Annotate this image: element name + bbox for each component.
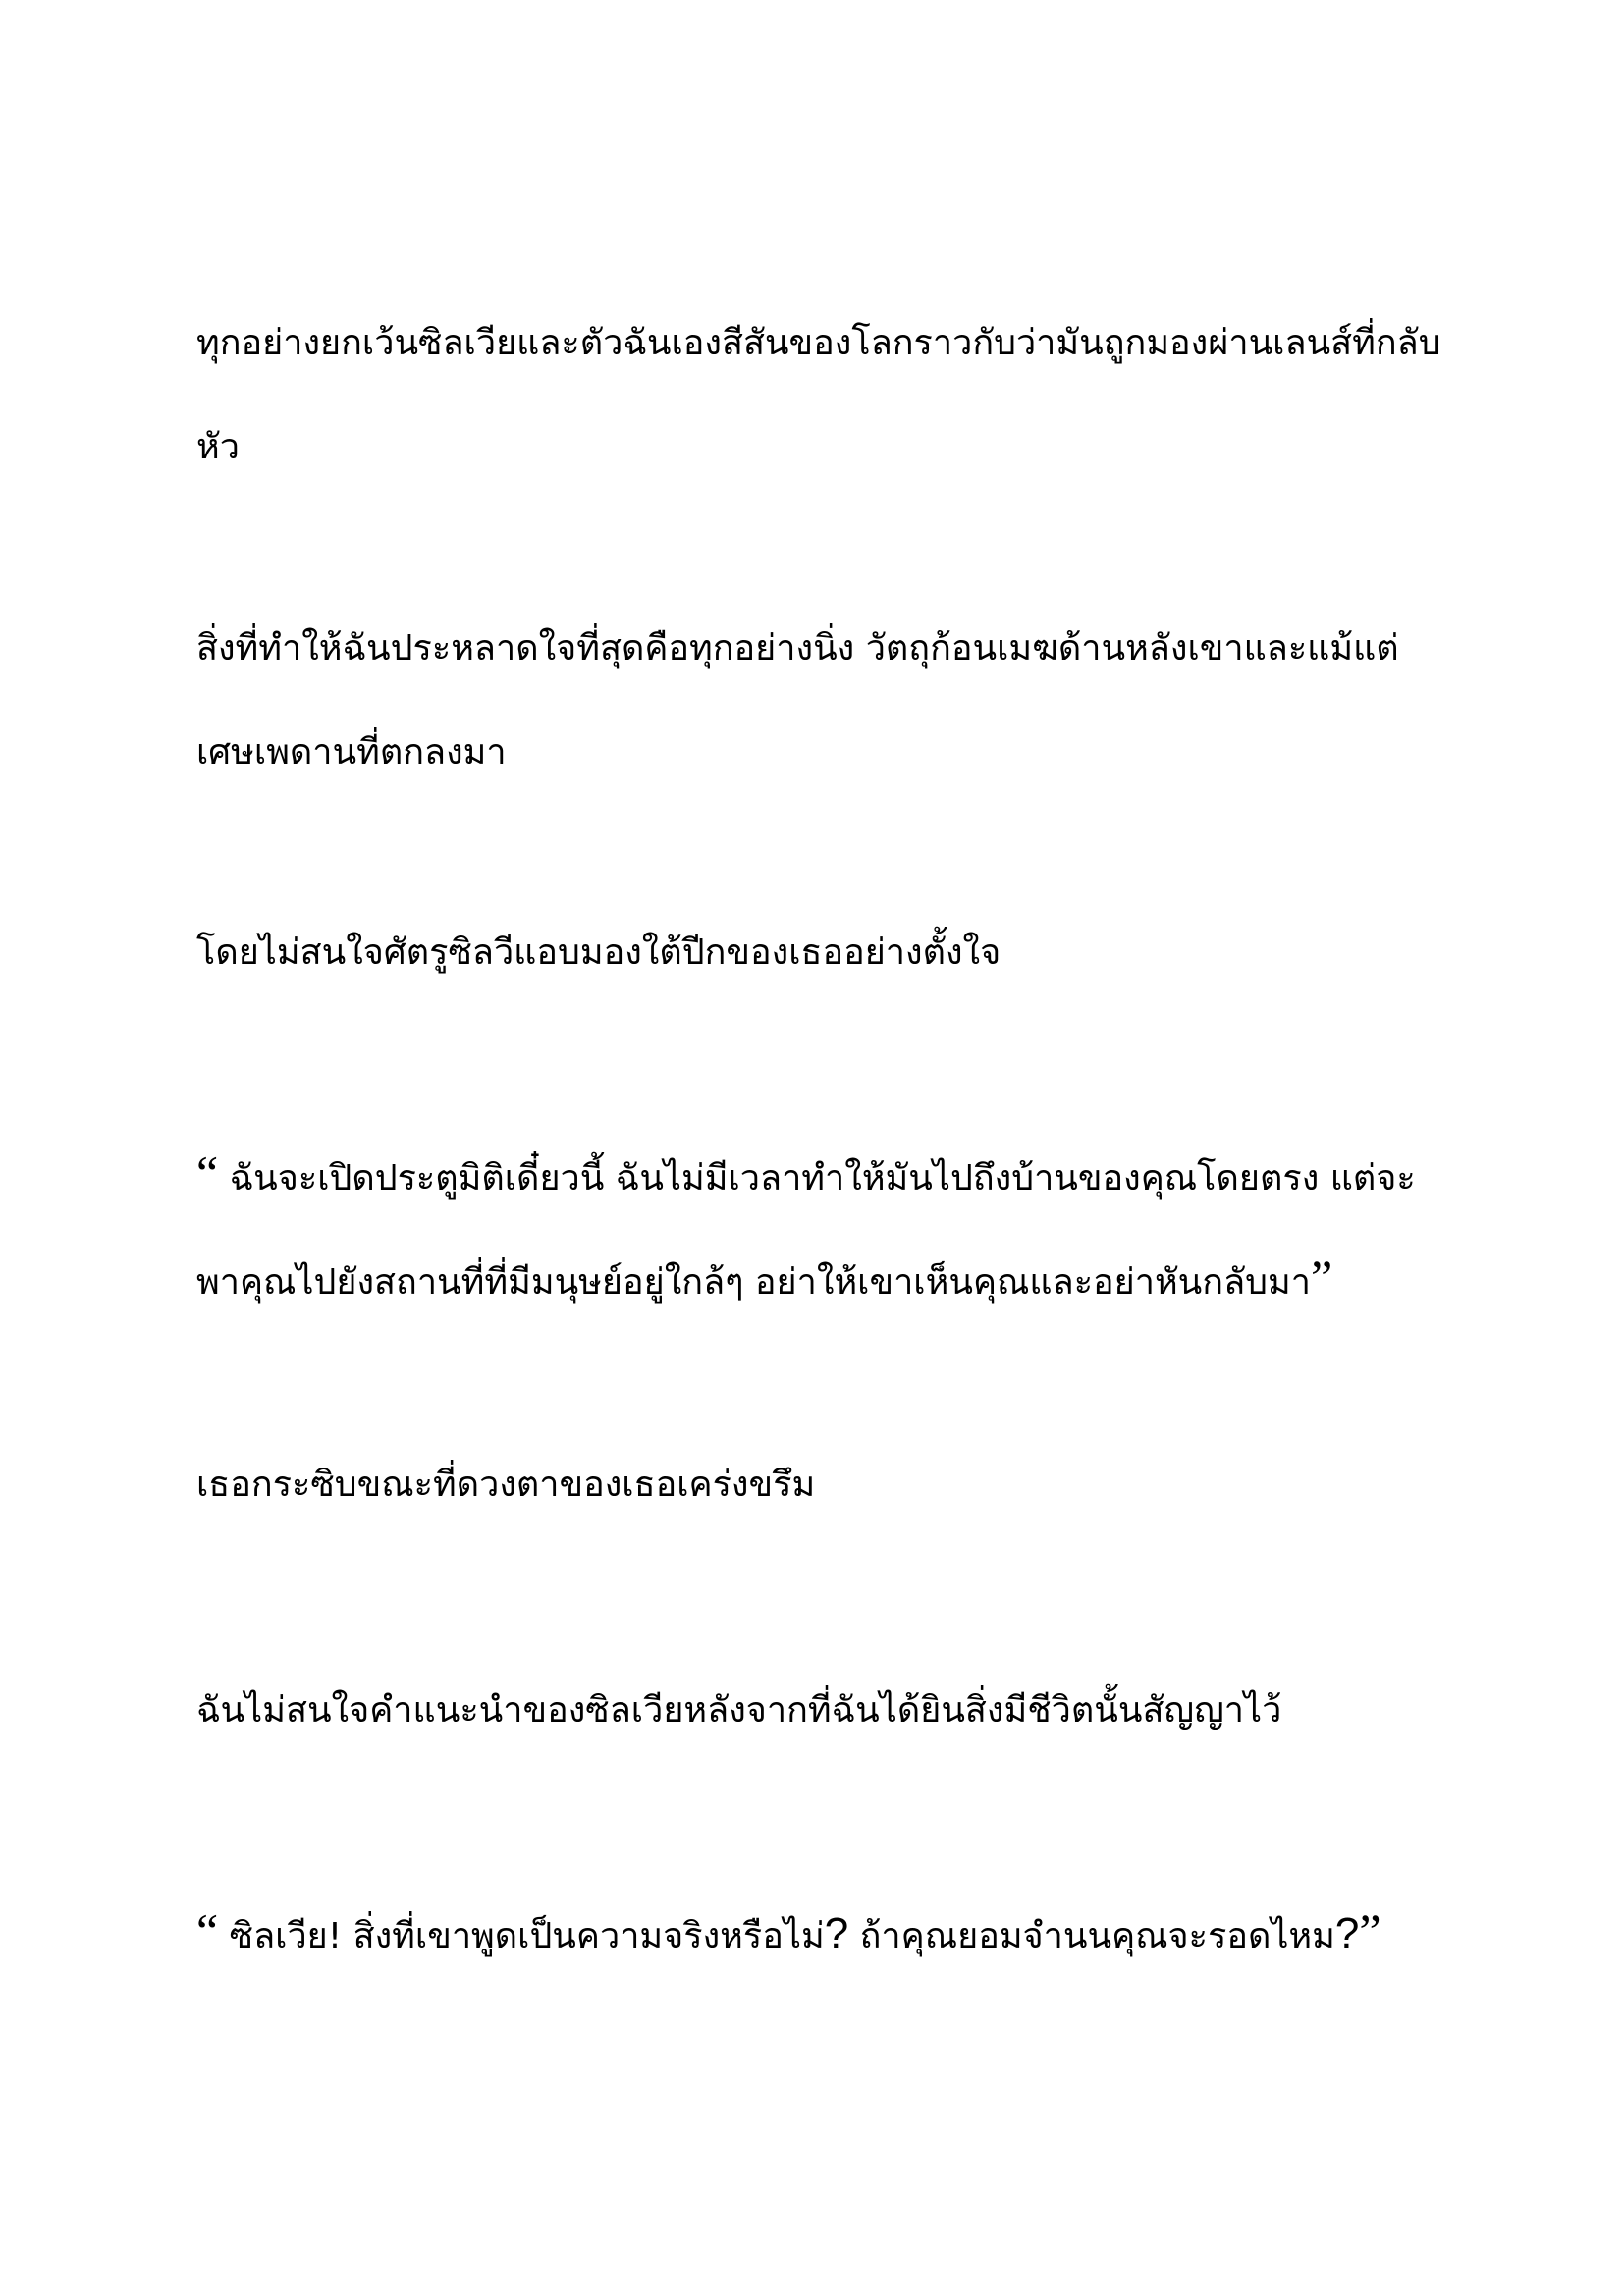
dialogue-text: ถ้าคุณยอมจำนนคุณจะรอดไหม (848, 1916, 1335, 1956)
text-line (196, 1127, 1453, 1231)
paragraph-1 (196, 292, 1453, 500)
text-line: สิ่งที่ทำให้ฉันประหลาดใจที่สุดคือทุกอย่างนิ่ง วัตถุก้อนเมฆด้านหลังเขาและแม้แต่ (196, 628, 1399, 668)
dialogue-text: พาคุณไปยังสถานที่ที่มีมนุษย์อยู่ใกล้ๆ อย่าให้เขาเห็นคุณและอย่าหันกลับมา (196, 1262, 1311, 1303)
paragraph-3 (196, 901, 1453, 1005)
open-quote: “ (196, 1146, 219, 1201)
text-line: เศษเพดานที่ตกลงมา (196, 732, 507, 773)
text-line: ทุกอย่างยกเว้นซิลเวียและตัวฉันเองสีสันของโลกราวกับว่ามันถูกมองผ่านเลนส์ที่กลับ (196, 323, 1441, 363)
paragraph-5 (196, 1433, 1453, 1537)
paragraph-7-dialogue (196, 1885, 1453, 1989)
paragraph-2 (196, 597, 1453, 805)
text-line: ฉันไม่สนใจคำแนะนำของซิลเวียหลังจากที่ฉันได้ยินสิ่งมีชีวิตนั้นสัญญาไว้ (196, 1690, 1282, 1731)
text-line (196, 1885, 1453, 1989)
question-mark: ? (824, 1909, 849, 1957)
paragraph-6 (196, 1659, 1453, 1763)
text-line (196, 1231, 1453, 1335)
dialogue-text: ฉันจะเปิดประตูมิติเดี๋ยวนี้ ฉันไม่มีเวลาทำให้มันไปถึงบ้านของคุณโดยตรง แต่จะ (218, 1158, 1416, 1199)
paragraph-4-dialogue (196, 1127, 1453, 1335)
text-line: หัว (196, 427, 240, 467)
dialogue-text: ซิลเวีย! สิ่งที่เขาพูดเป็นความจริงหรือไม่ (218, 1916, 825, 1956)
close-quote: ” (1359, 1903, 1381, 1958)
close-quote: ” (1310, 1250, 1333, 1305)
text-line: โดยไม่สนใจศัตรูซิลวีแอบมองใต้ปีกของเธออย่างตั้งใจ (196, 933, 1001, 973)
open-quote: “ (196, 1903, 219, 1958)
text-line: เธอกระซิบขณะที่ดวงตาของเธอเคร่งขรึม (196, 1465, 816, 1505)
question-mark: ? (1334, 1909, 1360, 1957)
